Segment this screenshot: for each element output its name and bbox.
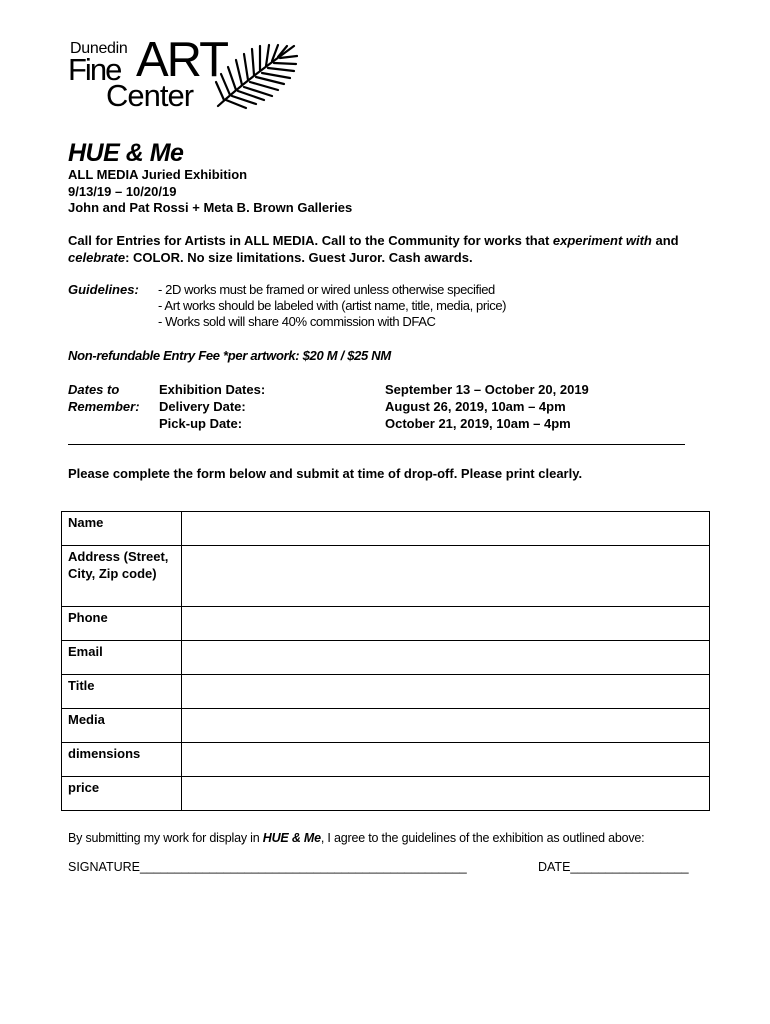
- form-instructions: Please complete the form below and submit at time of drop-off. Please print clearly.: [68, 466, 583, 481]
- date-line[interactable]: DATE_________________: [538, 860, 689, 874]
- exhibition-galleries: John and Pat Rossi + Meta B. Brown Galleries: [68, 200, 353, 215]
- form-label-address: Address (Street, City, Zip code): [62, 546, 182, 607]
- form-label-phone: Phone: [62, 607, 182, 641]
- dfac-logo: [68, 33, 300, 113]
- date-row-name: Pick-up Date:: [159, 416, 243, 431]
- form-label-email: Email: [62, 641, 182, 675]
- form-row-address: [62, 546, 710, 607]
- logo-dunedin: Dunedin: [70, 40, 128, 57]
- form-row-name: [62, 512, 710, 546]
- agreement-text-2: , I agree to the guidelines of the exhibition as outlined above:: [320, 831, 645, 845]
- exhibition-subtitle: ALL MEDIA Juried Exhibition: [68, 167, 248, 182]
- form-label-media: Media: [62, 709, 182, 743]
- form-row-phone: [62, 607, 710, 641]
- name-field[interactable]: [182, 512, 710, 546]
- exhibition-date-range: 9/13/19 – 10/20/19: [68, 184, 177, 199]
- palm-frond-icon: [212, 42, 298, 110]
- address-field[interactable]: [182, 546, 710, 607]
- divider: [68, 444, 685, 445]
- form-label-dimensions: dimensions: [62, 743, 182, 777]
- call-emphasis-1: experiment with: [552, 233, 652, 248]
- date-row-value: August 26, 2019, 10am – 4pm: [385, 399, 566, 414]
- form-label-title: Title: [62, 675, 182, 709]
- form-row-email: [62, 641, 710, 675]
- guideline-item: - Art works should be labeled with (artist name, title, media, price): [158, 298, 507, 313]
- date-row-value: September 13 – October 20, 2019: [385, 382, 589, 397]
- form-row-media: [62, 709, 710, 743]
- form-row-title: [62, 675, 710, 709]
- guideline-item: - 2D works must be framed or wired unless otherwise specified: [158, 282, 495, 297]
- entry-fee: Non-refundable Entry Fee *per artwork: $20 M / $25 NM: [68, 348, 391, 363]
- date-row-name: Exhibition Dates:: [159, 382, 266, 397]
- price-field[interactable]: [182, 777, 710, 811]
- agreement-statement: [68, 831, 644, 845]
- logo-art: ART: [136, 33, 228, 87]
- dates-label-line2: Remember:: [68, 399, 140, 414]
- dimensions-field[interactable]: [182, 743, 710, 777]
- logo-fine: Fine: [68, 52, 121, 87]
- call-text-3: : COLOR. No size limitations. Guest Juror. Cash awards.: [125, 250, 473, 265]
- form-label-price: price: [62, 777, 182, 811]
- email-field[interactable]: [182, 641, 710, 675]
- dates-label-line1: Dates to: [68, 382, 120, 397]
- logo-center: Center: [106, 78, 194, 113]
- call-emphasis-2: celebrate: [68, 250, 126, 265]
- form-row-dimensions: [62, 743, 710, 777]
- guidelines-label: Guidelines:: [68, 282, 139, 297]
- agreement-text-1: By submitting my work for display in: [68, 831, 263, 845]
- media-field[interactable]: [182, 709, 710, 743]
- entry-form: [61, 511, 710, 811]
- date-row-name: Delivery Date:: [159, 399, 246, 414]
- form-label-name: Name: [62, 512, 182, 546]
- date-row-value: October 21, 2019, 10am – 4pm: [385, 416, 571, 431]
- agreement-emphasis: HUE & Me: [262, 831, 321, 845]
- form-row-price: [62, 777, 710, 811]
- call-text-1: Call for Entries for Artists in ALL MEDIA. Call to the Community for works that: [68, 233, 553, 248]
- exhibition-title: HUE & Me: [68, 139, 184, 167]
- phone-field[interactable]: [182, 607, 710, 641]
- guideline-item: - Works sold will share 40% commission with DFAC: [158, 314, 436, 329]
- call-for-entries: [68, 232, 708, 266]
- call-text-2: and: [651, 233, 679, 248]
- signature-line[interactable]: SIGNATURE_______________________________________________: [68, 860, 467, 874]
- title-field[interactable]: [182, 675, 710, 709]
